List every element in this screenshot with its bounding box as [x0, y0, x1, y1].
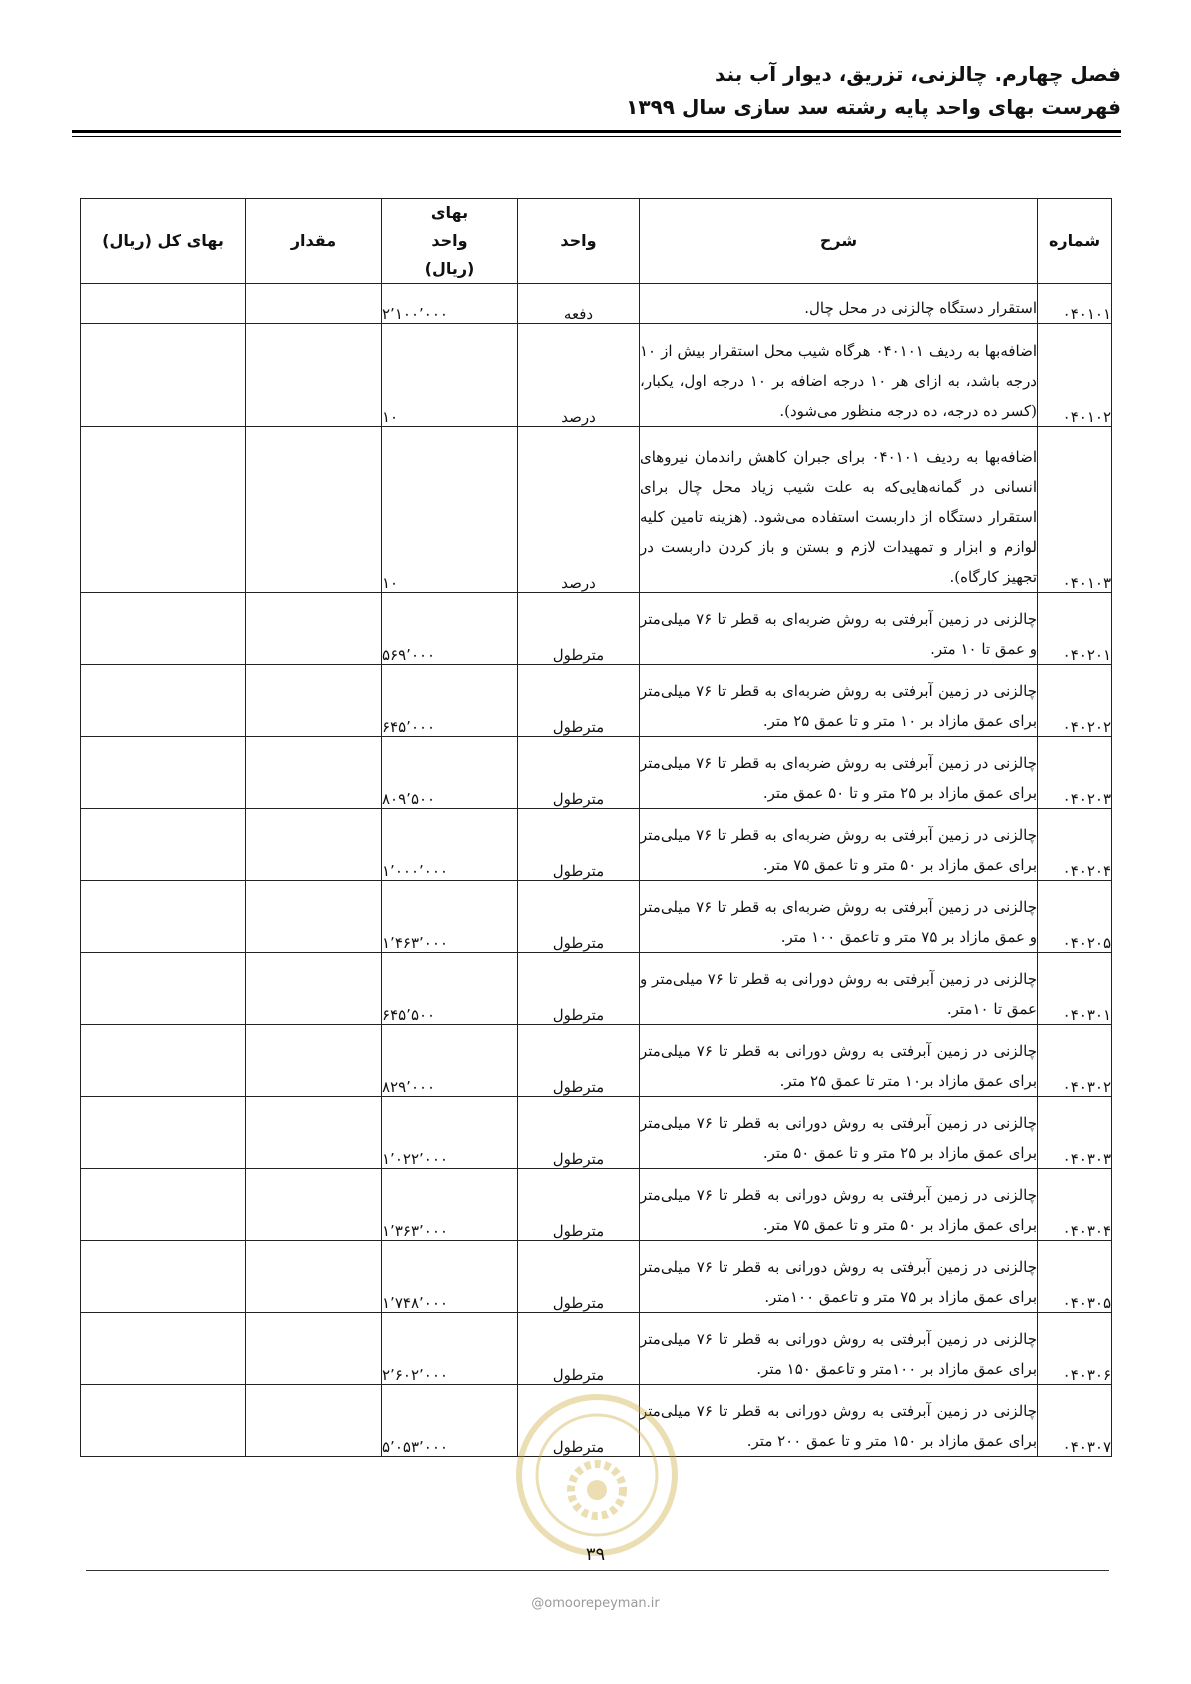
- row-quantity: [246, 1313, 382, 1385]
- row-quantity: [246, 1385, 382, 1457]
- row-unit: مترطول: [518, 1385, 640, 1457]
- row-unit: دفعه: [518, 284, 640, 324]
- row-description: چالزنی در زمین آبرفتی به روش ضربه‌ای به قطر تا ۷۶ میلی‌متر برای عمق مازاد بر ۲۵ متر و تا ۵۰ عمق متر.: [640, 737, 1038, 809]
- header-description: شرح: [640, 199, 1038, 284]
- row-description: اضافه‌بها به ردیف ۰۴۰۱۰۱ هرگاه شیب محل استقرار بیش از ۱۰ درجه باشد، به ازای هر ۱۰ درجه اضافه بر ۱۰ درجه اول، یکبار، (کسر ده درجه، ده درجه منظور می‌شود).: [640, 324, 1038, 427]
- row-unit-price: ۱٬۰۲۲٬۰۰۰: [382, 1097, 518, 1169]
- row-code: ۰۴۰۳۰۲: [1038, 1025, 1112, 1097]
- row-unit-price: ۱٬۴۶۳٬۰۰۰: [382, 881, 518, 953]
- table-row: [81, 427, 1112, 593]
- row-description: چالزنی در زمین آبرفتی به روش ضربه‌ای به قطر تا ۷۶ میلی‌متر برای عمق مازاد بر ۱۰ متر و تا عمق ۲۵ متر.: [640, 665, 1038, 737]
- header-rule-thick: [72, 130, 1121, 133]
- row-description: اضافه‌بها به ردیف ۰۴۰۱۰۱ برای جبران کاهش راندمان نیروهای انسانی در گمانه‌هایی‌که به علت شیب زیاد محل چال برای استقرار دستگاه از داربست استفاده می‌شود. (هزینه تامین کلیه لوازم و ابزار و تمهیدات لازم و بستن و باز کردن داربست در تجهیز کارگاه).: [640, 427, 1038, 593]
- table-row: [81, 324, 1112, 427]
- row-unit-price: ۱۰: [382, 427, 518, 593]
- row-description: چالزنی در زمین آبرفتی به روش دورانی به قطر تا ۷۶ میلی‌متر برای عمق مازاد بر ۵۰ متر و تا عمق ۷۵ متر.: [640, 1169, 1038, 1241]
- row-unit-price: ۸۰۹٬۵۰۰: [382, 737, 518, 809]
- table-row: [81, 593, 1112, 665]
- header-code: شماره: [1038, 199, 1112, 284]
- row-description: چالزنی در زمین آبرفتی به روش ضربه‌ای به قطر تا ۷۶ میلی‌متر و عمق تا ۱۰ متر.: [640, 593, 1038, 665]
- row-unit: درصد: [518, 427, 640, 593]
- row-code: ۰۴۰۲۰۳: [1038, 737, 1112, 809]
- row-total-price: [81, 427, 246, 593]
- row-code: ۰۴۰۳۰۳: [1038, 1097, 1112, 1169]
- row-code: ۰۴۰۲۰۴: [1038, 809, 1112, 881]
- row-unit-price: ۱٬۳۶۳٬۰۰۰: [382, 1169, 518, 1241]
- row-total-price: [81, 324, 246, 427]
- site-watermark: @omoorepeyman.ir: [531, 1596, 660, 1611]
- price-table: [80, 198, 1112, 1457]
- row-unit-price: ۱٬۰۰۰٬۰۰۰: [382, 809, 518, 881]
- row-total-price: [81, 593, 246, 665]
- row-unit-price: ۱٬۷۴۸٬۰۰۰: [382, 1241, 518, 1313]
- table-row: [81, 1313, 1112, 1385]
- row-unit-price: ۲٬۶۰۲٬۰۰۰: [382, 1313, 518, 1385]
- row-quantity: [246, 1097, 382, 1169]
- row-quantity: [246, 1241, 382, 1313]
- table-row: [81, 1241, 1112, 1313]
- row-description: چالزنی در زمین آبرفتی به روش ضربه‌ای به قطر تا ۷۶ میلی‌متر و عمق مازاد بر ۷۵ متر و تاعمق ۱۰۰ متر.: [640, 881, 1038, 953]
- row-unit-price: ۶۴۵٬۰۰۰: [382, 665, 518, 737]
- header-quantity: مقدار: [246, 199, 382, 284]
- table-row: [81, 1169, 1112, 1241]
- row-code: ۰۴۰۳۰۴: [1038, 1169, 1112, 1241]
- table-row: [81, 953, 1112, 1025]
- row-quantity: [246, 324, 382, 427]
- row-description: چالزنی در زمین آبرفتی به روش دورانی به قطر تا ۷۶ میلی‌متر و عمق تا ۱۰متر.: [640, 953, 1038, 1025]
- row-unit: مترطول: [518, 1097, 640, 1169]
- row-total-price: [81, 737, 246, 809]
- row-description: چالزنی در زمین آبرفتی به روش دورانی به قطر تا ۷۶ میلی‌متر برای عمق مازاد بر ۲۵ متر و تا عمق ۵۰ متر.: [640, 1097, 1038, 1169]
- row-description: چالزنی در زمین آبرفتی به روش دورانی به قطر تا ۷۶ میلی‌متر برای عمق مازاد بر ۱۵۰ متر و تا عمق ۲۰۰ متر.: [640, 1385, 1038, 1457]
- row-code: ۰۴۰۳۰۷: [1038, 1385, 1112, 1457]
- row-quantity: [246, 881, 382, 953]
- row-code: ۰۴۰۳۰۱: [1038, 953, 1112, 1025]
- row-quantity: [246, 737, 382, 809]
- row-unit-price: ۱۰: [382, 324, 518, 427]
- row-description: چالزنی در زمین آبرفتی به روش دورانی به قطر تا ۷۶ میلی‌متر برای عمق مازاد بر ۱۰۰متر و تاعمق ۱۵۰ متر.: [640, 1313, 1038, 1385]
- row-quantity: [246, 953, 382, 1025]
- row-unit-price: ۲٬۱۰۰٬۰۰۰: [382, 284, 518, 324]
- row-unit: مترطول: [518, 665, 640, 737]
- table-row: [81, 881, 1112, 953]
- row-unit: مترطول: [518, 593, 640, 665]
- row-code: ۰۴۰۳۰۶: [1038, 1313, 1112, 1385]
- row-code: ۰۴۰۲۰۵: [1038, 881, 1112, 953]
- row-quantity: [246, 1025, 382, 1097]
- table-row: [81, 1097, 1112, 1169]
- row-quantity: [246, 427, 382, 593]
- row-code: ۰۴۰۳۰۵: [1038, 1241, 1112, 1313]
- row-description: چالزنی در زمین آبرفتی به روش دورانی به قطر تا ۷۶ میلی‌متر برای عمق مازاد بر ۷۵ متر و تاعمق ۱۰۰متر.: [640, 1241, 1038, 1313]
- table-row: [81, 665, 1112, 737]
- row-description: استقرار دستگاه چالزنی در محل چال.: [640, 284, 1038, 324]
- header-rule-thin: [72, 136, 1121, 137]
- row-code: ۰۴۰۱۰۱: [1038, 284, 1112, 324]
- row-code: ۰۴۰۲۰۱: [1038, 593, 1112, 665]
- row-unit: مترطول: [518, 737, 640, 809]
- row-total-price: [81, 953, 246, 1025]
- row-unit: مترطول: [518, 1313, 640, 1385]
- row-code: ۰۴۰۲۰۲: [1038, 665, 1112, 737]
- page-number: ۳۹: [585, 1544, 606, 1565]
- table-row: [81, 1385, 1112, 1457]
- table-row: [81, 1025, 1112, 1097]
- row-unit: مترطول: [518, 1169, 640, 1241]
- table-row: [81, 809, 1112, 881]
- row-unit-price: ۸۲۹٬۰۰۰: [382, 1025, 518, 1097]
- row-unit: درصد: [518, 324, 640, 427]
- table-row: [81, 737, 1112, 809]
- row-unit: مترطول: [518, 1241, 640, 1313]
- row-quantity: [246, 284, 382, 324]
- table-row: [81, 284, 1112, 324]
- row-quantity: [246, 593, 382, 665]
- row-unit-price: ۵٬۰۵۳٬۰۰۰: [382, 1385, 518, 1457]
- footer-rule: [86, 1570, 1109, 1571]
- row-total-price: [81, 1097, 246, 1169]
- row-description: چالزنی در زمین آبرفتی به روش ضربه‌ای به قطر تا ۷۶ میلی‌متر برای عمق مازاد بر ۵۰ متر و تا عمق ۷۵ متر.: [640, 809, 1038, 881]
- header-unit-price: بهای واحد (ریال): [382, 199, 518, 284]
- row-unit: مترطول: [518, 881, 640, 953]
- page-header: [70, 58, 1121, 124]
- row-total-price: [81, 1313, 246, 1385]
- row-unit-price: ۵۶۹٬۰۰۰: [382, 593, 518, 665]
- row-total-price: [81, 284, 246, 324]
- row-total-price: [81, 809, 246, 881]
- row-unit: مترطول: [518, 953, 640, 1025]
- row-total-price: [81, 1385, 246, 1457]
- chapter-title: فصل چهارم. چالزنی، تزریق، دیوار آب بند: [714, 62, 1121, 86]
- row-total-price: [81, 1025, 246, 1097]
- row-code: ۰۴۰۱۰۲: [1038, 324, 1112, 427]
- row-total-price: [81, 665, 246, 737]
- row-quantity: [246, 665, 382, 737]
- row-total-price: [81, 1241, 246, 1313]
- row-quantity: [246, 809, 382, 881]
- row-unit: مترطول: [518, 1025, 640, 1097]
- row-total-price: [81, 881, 246, 953]
- list-title: فهرست بهای واحد پایه رشته سد سازی سال ۱۳۹۹: [626, 95, 1121, 119]
- row-quantity: [246, 1169, 382, 1241]
- row-unit-price: ۶۴۵٬۵۰۰: [382, 953, 518, 1025]
- row-total-price: [81, 1169, 246, 1241]
- header-total-price: بهای کل (ریال): [81, 199, 246, 284]
- row-unit: مترطول: [518, 809, 640, 881]
- header-unit: واحد: [518, 199, 640, 284]
- row-code: ۰۴۰۱۰۳: [1038, 427, 1112, 593]
- table-header-row: [81, 199, 1112, 284]
- row-description: چالزنی در زمین آبرفتی به روش دورانی به قطر تا ۷۶ میلی‌متر برای عمق مازاد بر۱۰ متر تا عمق ۲۵ متر.: [640, 1025, 1038, 1097]
